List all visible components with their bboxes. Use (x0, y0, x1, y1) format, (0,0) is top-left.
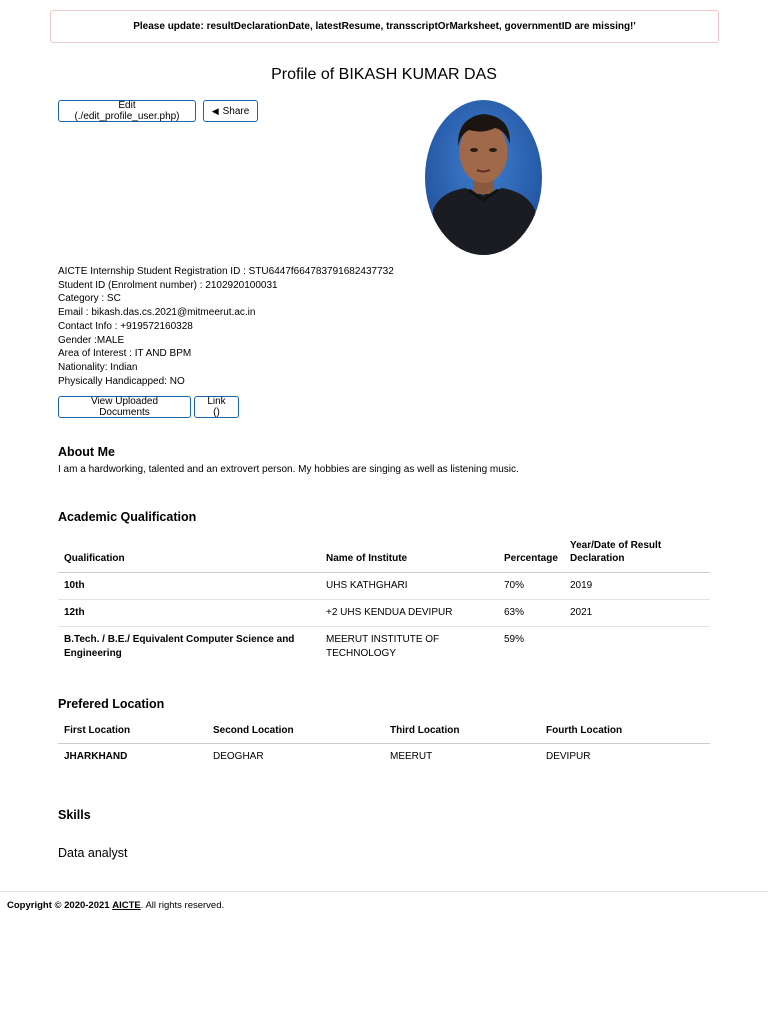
col-first-location: First Location (58, 720, 207, 744)
location-table (58, 720, 710, 767)
location-header-row (58, 720, 710, 744)
col-percentage: Percentage (498, 533, 564, 573)
institute-cell: +2 UHS KENDUA DEVIPUR (320, 600, 498, 627)
qualification-cell: 10th (58, 573, 320, 600)
skill-item: Data analyst (58, 846, 128, 860)
second-location-value: DEOGHAR (213, 751, 264, 762)
academic-heading: Academic Qualification (58, 510, 197, 524)
footer-rights: . All rights reserved. (140, 900, 225, 911)
location-heading: Prefered Location (58, 697, 165, 711)
footer (7, 900, 224, 911)
student-id: Student ID (Enrolment number) : 2102920100031 (58, 279, 278, 291)
email: Email : bikash.das.cs.2021@mitmeerut.ac.in (58, 307, 256, 319)
aicte-link[interactable]: AICTE (112, 900, 141, 911)
col-institute: Name of Institute (320, 533, 498, 573)
category: Category : SC (58, 293, 121, 305)
table-row (58, 627, 710, 668)
registration-id: AICTE Internship Student Registration ID : STU6447f664783791682437732 (58, 266, 394, 277)
edit-profile-label: Edit (./edit_profile_user.php) (74, 100, 180, 122)
student-info (58, 265, 394, 388)
missing-fields-alert (50, 10, 719, 43)
third-location-value: MEERUT (390, 751, 433, 762)
qualification-cell: 12th (58, 600, 320, 627)
col-qualification: Qualification (58, 533, 320, 573)
share-label: Share (222, 105, 250, 117)
link-button[interactable] (194, 396, 239, 418)
share-button[interactable] (203, 100, 258, 122)
nationality: Nationality: Indian (58, 361, 138, 373)
academic-table (58, 533, 710, 667)
col-third-location: Third Location (384, 720, 540, 744)
fourth-location-value: DEVIPUR (546, 751, 591, 762)
first-location-value: JHARKHAND (64, 751, 128, 762)
qualification-cell: B.Tech. / B.E./ Equivalent Computer Science and Engineering (64, 634, 295, 659)
physically-handicapped: Physically Handicapped: NO (58, 375, 185, 387)
percentage-cell: 70% (498, 573, 564, 600)
table-row (58, 744, 710, 768)
footer-copyright: Copyright © 2020-2021 (7, 900, 110, 911)
profile-photo (425, 100, 542, 255)
table-row (58, 573, 710, 600)
view-documents-label: View Uploaded Documents (90, 396, 159, 418)
view-documents-button[interactable] (58, 396, 191, 418)
area-of-interest: Area of Interest : IT AND BPM (58, 348, 192, 360)
col-second-location: Second Location (207, 720, 384, 744)
col-year: Year/Date of Result Declaration (564, 533, 710, 573)
share-icon: ◀ (211, 105, 219, 116)
link-label: Link () (207, 396, 226, 418)
col-fourth-location: Fourth Location (540, 720, 710, 744)
skills-heading: Skills (58, 808, 91, 822)
about-text: I am a hardworking, talented and an extrovert person. My hobbies are singing as well as listening music. (58, 464, 519, 475)
edit-profile-button[interactable] (58, 100, 196, 122)
gender: Gender :MALE (58, 334, 125, 346)
table-row (58, 600, 710, 627)
about-heading: About Me (58, 445, 115, 459)
year-cell: 2019 (564, 573, 710, 600)
academic-header-row (58, 533, 710, 573)
footer-divider (0, 891, 768, 892)
page-title: Profile of BIKASH KUMAR DAS (271, 66, 497, 83)
percentage-cell: 63% (498, 600, 564, 627)
institute-cell: UHS KATHGHARI (320, 573, 498, 600)
year-cell: 2021 (564, 600, 710, 627)
percentage-cell: 59% (504, 634, 525, 645)
contact-info: Contact Info : +919572160328 (58, 320, 193, 332)
year-cell (564, 627, 710, 668)
alert-text: Please update: resultDeclarationDate, latestResume, transscriptOrMarksheet, governmentID are missing!' (133, 21, 636, 32)
institute-cell: MEERUT INSTITUTE OF TECHNOLOGY (326, 634, 440, 659)
